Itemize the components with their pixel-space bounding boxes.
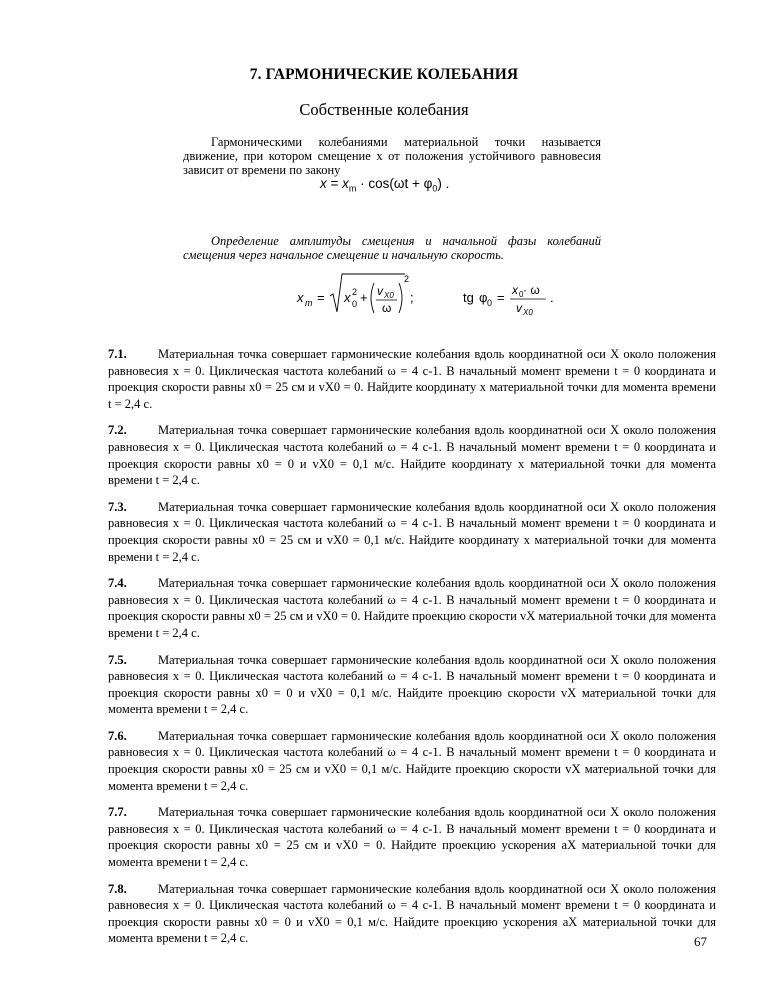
problem-text: Материальная точка совершает гармонические колебания вдоль координатной оси X около положения равновесия x = 0. Циклическая частота колебаний ω = 4 с-1. В начальный момент времени t = 0 координата и проекция скорости равны x0 = 25 см и vX0 = 0. Найдите координату x материальной точки для момента времени t = 2,4 с. <box>108 347 716 411</box>
amp-semicolon: ; <box>410 290 414 305</box>
formula-phi-sub: 0 <box>432 183 438 194</box>
problem-item <box>108 346 716 412</box>
formula-x: x <box>320 176 327 191</box>
problem-text: Материальная точка совершает гармонические колебания вдоль координатной оси X около положения равновесия x = 0. Циклическая частота колебаний ω = 4 с-1. В начальный момент времени t = 0 координата и проекция скорости равны x0 = 0 и vX0 = 0,1 м/с. Найдите проекцию скорости vX материальной точки для момента времени t = 2,4 с. <box>108 652 716 717</box>
problem-number: 7.8. <box>108 881 127 896</box>
formula-amplitude-phase <box>280 266 580 326</box>
formula-xm-sub: m <box>348 183 357 194</box>
amp-xm: x <box>297 290 304 305</box>
amp-x0: x <box>344 290 351 305</box>
amp-eq: = <box>317 290 325 305</box>
amp-v: v <box>377 284 383 298</box>
formula-amplitude-svg <box>280 266 580 326</box>
amp-x0-sub: 0 <box>352 299 358 309</box>
intro-paragraph: Гармоническими колебаниями материальной точки называется движение, при котором смещение x от положения устойчивого равновесия зависит от времени по закону <box>183 135 601 177</box>
amp-plus: + <box>360 290 368 305</box>
formula-harmonic-law <box>320 176 449 194</box>
problem-text: Материальная точка совершает гармонические колебания вдоль координатной оси X около положения равновесия x = 0. Циклическая частота колебаний ω = 4 с-1. В начальный момент времени t = 0 координата и проекция скорости равны x0 = 25 см и vX0 = 0,1 м/с. Найдите проекцию скорости vX материальной точки для момента времени t = 2,4 с. <box>108 728 716 793</box>
amp-xm-sub: m <box>305 298 313 308</box>
right-paren <box>399 283 402 313</box>
problem-number: 7.6. <box>108 728 127 743</box>
phase-num-sub: 0 <box>519 290 524 299</box>
problem-item <box>108 652 716 718</box>
problem-text: Материальная точка совершает гармонические колебания вдоль координатной оси X около положения равновесия x = 0. Циклическая частота колебаний ω = 4 с-1. В начальный момент времени t = 0 координата и проекция скорости равны x0 = 25 см и vX0 = 0,1 м/с. Найдите координату x материальной точки для момента времени t = 2,4 с. <box>108 499 716 564</box>
problem-number: 7.5. <box>108 652 127 667</box>
phase-period: . <box>550 290 554 305</box>
definition-paragraph: Определение амплитуды смещения и начальной фазы колебаний смещения через начальное смещение и начальную скорость. <box>183 234 601 262</box>
amp-v-sub: X0 <box>384 291 394 300</box>
problem-item <box>108 728 716 794</box>
formula-cos: · cos(ωt + φ <box>356 176 433 191</box>
left-paren <box>371 283 374 313</box>
problem-text: Материальная точка совершает гармонические колебания вдоль координатной оси X около положения равновесия x = 0. Циклическая частота колебаний ω = 4 с-1. В начальный момент времени t = 0 координата и проекция скорости равны x0 = 25 см и vX0 = 0. Найдите проекцию ускорения aX материальной точки для момента времени t = 2,4 с. <box>108 805 716 870</box>
problem-number: 7.2. <box>108 423 127 438</box>
problem-text: Материальная точка совершает гармонические колебания вдоль координатной оси X около положения равновесия x = 0. Циклическая частота колебаний ω = 4 с-1. В начальный момент времени t = 0 координата и проекция скорости равны x0 = 0 и vX0 = 0,1 м/с. Найдите проекцию ускорения aX материальной точки для момента времени t = 2,4 с. <box>108 881 716 946</box>
problem-text: Материальная точка совершает гармонические колебания вдоль координатной оси X около положения равновесия x = 0. Циклическая частота колебаний ω = 4 с-1. В начальный момент времени t = 0 координата и проекция скорости равны x0 = 25 см и vX0 = 0. Найдите проекцию скорости vX материальной точки для момента времени t = 2,4 с. <box>108 576 716 640</box>
problem-number: 7.4. <box>108 576 127 591</box>
phase-phi-sub: 0 <box>487 298 493 308</box>
phase-eq: = <box>497 290 505 305</box>
phase-num-rest: · ω <box>523 283 540 297</box>
amp-omega: ω <box>382 301 392 315</box>
section-title: Собственные колебания <box>299 100 469 119</box>
amp-outer-sup: 2 <box>404 274 410 284</box>
phase-den-v: v <box>516 301 522 315</box>
phase-den-sub: X0 <box>523 308 533 317</box>
formula-end: ) . <box>437 176 450 191</box>
problem-number: 7.7. <box>108 805 127 820</box>
problem-number: 7.3. <box>108 499 127 514</box>
phase-num-x: x <box>512 283 518 297</box>
problem-text: Материальная точка совершает гармонические колебания вдоль координатной оси X около положения равновесия x = 0. Циклическая частота колебаний ω = 4 с-1. В начальный момент времени t = 0 координата и проекция скорости равны x0 = 0 и vX0 = 0,1 м/с. Найдите координату x материальной точки для момента времени t = 2,4 с. <box>108 423 716 488</box>
page-number: 67 <box>694 934 707 949</box>
problem-item <box>108 575 716 641</box>
formula-equals: = <box>330 176 339 191</box>
problem-item <box>108 881 716 947</box>
chapter-title: 7. ГАРМОНИЧЕСКИЕ КОЛЕБАНИЯ <box>249 66 519 83</box>
formula-xm: x <box>342 176 349 191</box>
problem-item <box>108 499 716 565</box>
problems-list <box>108 346 716 957</box>
problem-number: 7.1. <box>108 347 127 361</box>
amp-x0-sup: 2 <box>352 287 358 297</box>
phase-phi: φ <box>479 290 488 305</box>
problem-item <box>108 804 716 870</box>
problem-item <box>108 422 716 488</box>
phase-tg: tg <box>463 290 474 305</box>
